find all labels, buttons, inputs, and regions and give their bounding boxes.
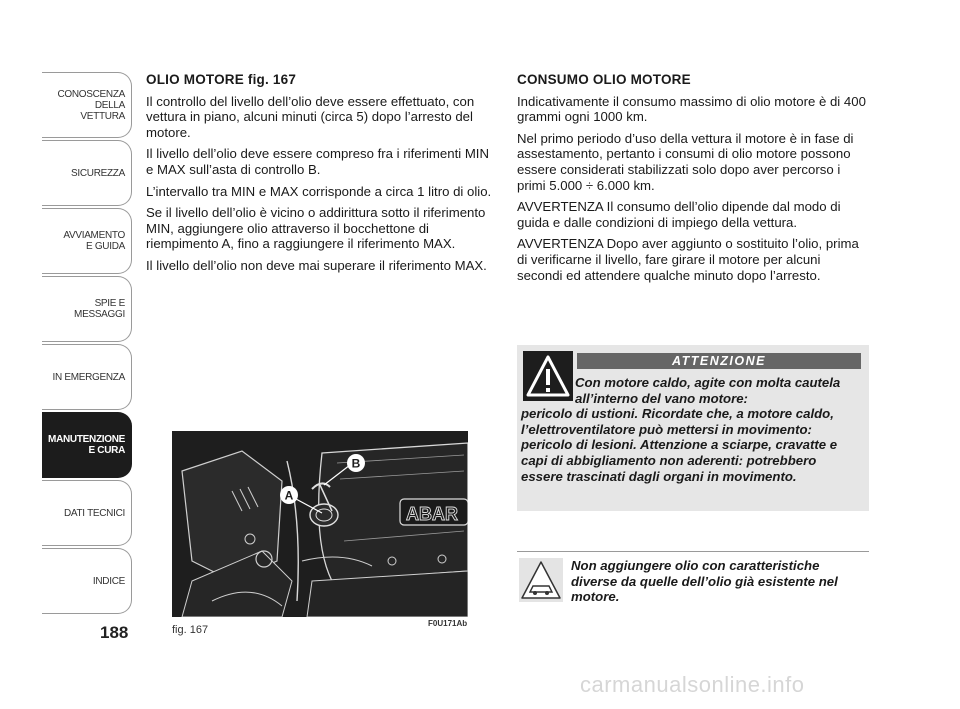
tab-emergenza[interactable] (42, 344, 132, 410)
tab-label: MANUTENZIONE E CURA (48, 434, 125, 456)
engine-illustration (172, 431, 468, 617)
figure-caption: fig. 167 (172, 624, 209, 636)
figure-code: F0U171Ab (428, 619, 468, 628)
environment-note (517, 551, 869, 605)
paragraph: Il livello dell’olio deve essere compreso fra i riferimenti MIN e MAX sull’asta di controllo B. (146, 146, 489, 177)
engine-logo-text: ABAR (406, 504, 458, 524)
paragraph: Se il livello dell’olio è vicino o addirittura sotto il riferimento MIN, aggiungere olio attraverso il bocchettone di riempimento A, fino a raggiungere il riferimento MAX. (146, 205, 486, 252)
tab-label: CONOSCENZA DELLA VETTURA (57, 88, 125, 122)
marker-b-label: B (351, 456, 361, 471)
note-text: Non aggiungere olio con caratteristiche diverse da quelle dell’olio già esistente nel motore. (571, 558, 838, 605)
paragraph: Indicativamente il consumo massimo di olio motore è di 400 grammi ogni 1000 km. (517, 93, 866, 125)
warning-text-lead: Con motore caldo, agite con molta cautela all’interno del vano motore: (575, 375, 841, 406)
paragraph: Il livello dell’olio non deve mai superare il riferimento MAX. (146, 257, 487, 273)
tab-label: SPIE E MESSAGGI (74, 298, 125, 320)
tab-avviamento[interactable] (42, 208, 132, 274)
environment-car-icon (519, 558, 563, 602)
tab-label: IN EMERGENZA (52, 371, 125, 383)
watermark: carmanualsonline.info (580, 672, 805, 697)
tab-dati-tecnici[interactable] (42, 480, 132, 546)
paragraph: L’intervallo tra MIN e MAX corrisponde a circa 1 litro di olio. (146, 183, 492, 199)
tab-conoscenza[interactable] (42, 72, 132, 138)
marker-a-label: A (284, 488, 294, 503)
tab-sicurezza[interactable] (42, 140, 132, 206)
right-column (517, 72, 869, 289)
tab-label: INDICE (92, 575, 125, 587)
section-tabs (42, 72, 132, 616)
warning-text-rest: pericolo di ustioni. Ricordate che, a motore caldo, l’elettroventilatore può mettersi in movimento: pericolo di lesioni. Attenzione a sciarpe, cravatte e capi di abbigliamento non aderenti: potrebbero essere trascinati dagli organi in movimento. (521, 406, 838, 484)
tab-indice[interactable] (42, 548, 132, 614)
tab-spie[interactable] (42, 276, 132, 342)
tab-label: AVVIAMENTO E GUIDA (63, 230, 125, 252)
paragraph: Nel primo periodo d’uso della vettura il motore è in fase di assestamento, pertanto i consumi di olio motore possono essere considerati stabilizzati solo dopo aver percorso i primi 5.000 ÷ 6.000 km. (517, 130, 854, 193)
tab-label: SICUREZZA (71, 167, 125, 179)
section-heading: CONSUMO OLIO MOTORE (517, 72, 691, 87)
paragraph: Il controllo del livello dell’olio deve essere effettuato, con vettura in piano, alcuni minuti (circa 5) dopo l’arresto del motore. (146, 93, 475, 140)
engine-figure (172, 431, 468, 617)
section-heading: OLIO MOTORE fig. 167 (146, 72, 297, 87)
tab-label: DATI TECNICI (63, 507, 125, 519)
left-column (146, 72, 492, 280)
paragraph: AVVERTENZA Dopo aver aggiunto o sostituito l’olio, prima di verificarne il livello, fare girare il motore per alcuni secondi ed attendere qualche minuto dopo l’arresto. (517, 236, 859, 283)
tab-manutenzione[interactable] (42, 412, 132, 478)
page-number: 188 (100, 623, 129, 642)
paragraph: AVVERTENZA Il consumo dell’olio dipende dal modo di guida e dalle condizioni di impiego della vettura. (517, 199, 841, 230)
warning-box (517, 345, 869, 511)
warning-text (521, 375, 861, 484)
warning-banner: ATTENZIONE (577, 353, 861, 369)
